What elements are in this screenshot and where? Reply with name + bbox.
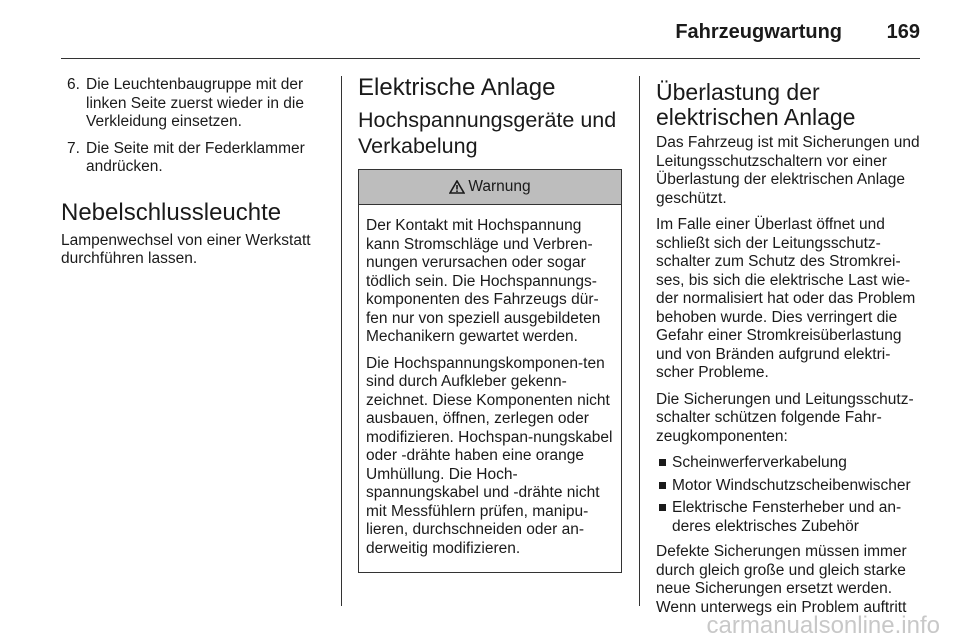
bullet-square-icon xyxy=(659,459,666,466)
list-item: Elektrische Fensterheber und an-deres elektrisches Zubehör xyxy=(656,499,926,536)
warning-paragraph: Der Kontakt mit Hochspannung kann Stromschläge und Verbren-nungen verursachen oder sogar tödlich sein. Die Hochspannungs-komponenten des Fahrzeugs dür-fen nur von speziell ausgebildeten Mechanikern gewartet werden. xyxy=(366,217,601,345)
paragraph: Das Fahrzeug ist mit Sicherungen und Leitungsschutzschaltern vor einer Überlastung der elektrischen Anlage geschützt. xyxy=(656,134,920,207)
step-item xyxy=(61,76,331,132)
page-number: 169 xyxy=(886,21,920,43)
step-number: 6. xyxy=(67,76,80,93)
column-3 xyxy=(656,80,926,625)
section-title: Fahrzeugwartung xyxy=(675,21,842,43)
column-divider-2 xyxy=(639,76,640,606)
paragraph: Im Falle einer Überlast öffnet und schließt sich der Leitungsschutz-schalter zum Schutz des Stromkrei-ses, bis sich die elektrische Last wie-der normalisiert hat oder das Problem behoben wurde. Dies verringert die Gefahr einer Stromkreisüberlastung und von Bränden aufgrund elektri-scher Probleme. xyxy=(656,216,916,381)
column-2 xyxy=(358,74,622,573)
column-1 xyxy=(61,76,331,277)
paragraph: Die Sicherungen und Leitungsschutz-schalter schützen folgende Fahr-zeugkomponenten: xyxy=(656,390,914,445)
step-list xyxy=(61,76,331,177)
step-number: 7. xyxy=(67,139,80,157)
step-text: Die Seite mit der Federklammer andrücken. xyxy=(86,139,305,175)
step-text: Die Leuchtenbaugruppe mit der linken Seite zuerst wieder in die Verkleidung einsetzen. xyxy=(86,76,304,130)
heading-elektrische-anlage: Elektrische Anlage xyxy=(358,74,556,101)
warning-triangle-icon xyxy=(449,180,465,194)
warning-body xyxy=(359,205,621,572)
page-header xyxy=(61,0,920,59)
warning-header xyxy=(359,170,621,205)
bullet-square-icon xyxy=(659,504,666,511)
heading-nebelschlussleuchte: Nebelschlussleuchte xyxy=(61,198,282,226)
subheading-hochspannung: Hochspannungsgeräte und Verkabelung xyxy=(358,108,617,158)
list-item: Scheinwerferverkabelung xyxy=(656,454,926,473)
component-list xyxy=(656,454,926,536)
heading-ueberlastung: Überlastung der elektrischen Anlage xyxy=(656,79,856,130)
watermark: carmanualsonline.info xyxy=(706,612,940,639)
warning-title: Warnung xyxy=(468,177,531,195)
bullet-square-icon xyxy=(659,482,666,489)
warning-box xyxy=(358,169,622,573)
list-item: Motor Windschutzscheibenwischer xyxy=(656,477,926,496)
column-divider-1 xyxy=(341,76,342,606)
step-item xyxy=(61,140,331,177)
warning-paragraph: Die Hochspannungskomponen-ten sind durch Aufkleber gekenn-zeichnet. Diese Komponenten nicht ausbauen, öffnen, zerlegen oder modifizieren. Hochspan-nungskabel oder -drähte haben eine orange Umhüllung. Die Hoch-spannungskabel und -drähte nicht mit Messfühlern prüfen, manipu-lieren, durchschneiden oder an-derweitig modifizieren. xyxy=(366,354,613,557)
paragraph: Defekte Sicherungen müssen immer durch gleich große und gleich starke neue Sicherungen ersetzt werden. Wenn unterwegs ein Problem auftritt xyxy=(656,543,907,616)
paragraph: Lampenwechsel von einer Werkstatt durchführen lassen. xyxy=(61,231,311,267)
